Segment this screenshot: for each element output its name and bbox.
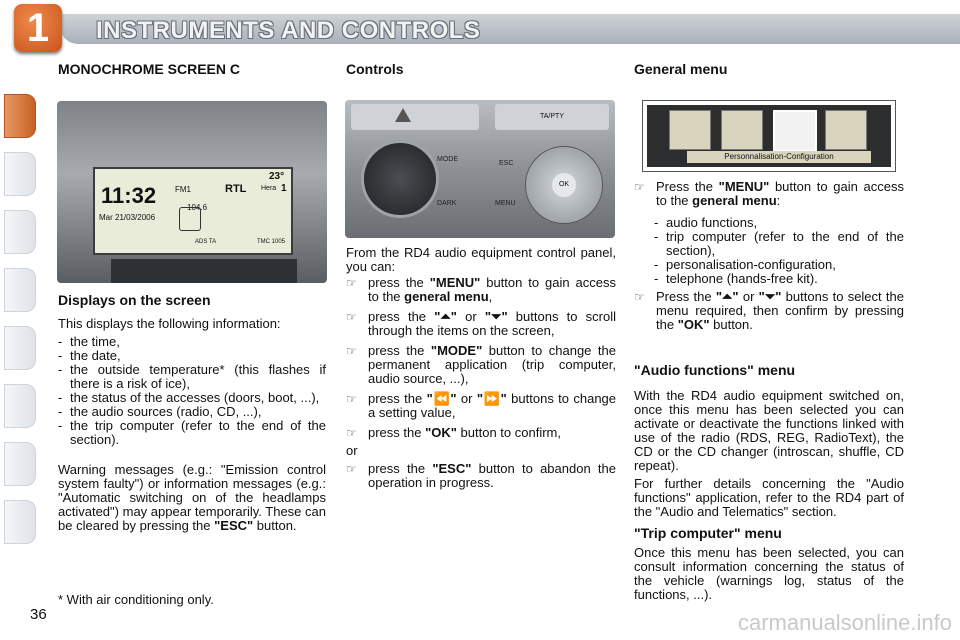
lcd-date: Mar 21/03/2006 (99, 213, 156, 222)
list-item: ☞ Press the "⏶" or "⏷" buttons to select the menu required, then confirm by pressing the "OK" button. (634, 289, 904, 332)
menu-screen-background (647, 105, 891, 167)
controls-section (346, 246, 616, 490)
pointing-hand-icon: ☞ (346, 276, 357, 290)
chapter-tab-2[interactable] (4, 152, 36, 196)
list-item: - trip computer (refer to the end of the section), (654, 230, 904, 258)
trip-computer-menu-icon (721, 110, 763, 150)
page-number: 36 (30, 606, 47, 623)
general-menu-sub-list (654, 216, 904, 286)
list-item: ☞ press the "⏶" or "⏷" buttons to scroll through the items on the screen, (346, 309, 616, 338)
mode-button-label: MODE (437, 156, 458, 163)
pointing-hand-icon: ☞ (634, 180, 645, 194)
list-item: - personalisation-configuration, (654, 258, 904, 272)
lcd-temperature: 23° (269, 171, 285, 182)
list-item: - the date, (58, 349, 326, 363)
general-menu-section (634, 180, 904, 332)
list-item: - the audio sources (radio, CD, ...), (58, 405, 326, 419)
list-item: - audio functions, (654, 216, 904, 230)
list-item: ☞ Press the "MENU" button to gain access to the general menu: (634, 179, 904, 208)
navigation-ring (525, 146, 603, 224)
lcd-frequency: 104.6 (187, 203, 208, 212)
general-menu-list (634, 180, 904, 208)
chapter-tab-7[interactable] (4, 442, 36, 486)
ok-button-label: OK (552, 173, 576, 197)
chapter-header (0, 0, 960, 56)
screen-lower-bezel (111, 259, 297, 283)
lcd-ads: ADS TA (195, 239, 217, 245)
warning-paragraph: Warning messages (e.g.: "Emission control system faulty") or information messages (e.g.: "Automatic switching on of the headlamps activated") may appear temporarily. These can be cleared by pressing the "ESC" button. (58, 462, 326, 533)
audio-functions-heading: "Audio functions" menu (634, 362, 796, 378)
esc-button-label: ESC (499, 160, 514, 167)
menu-button-label: MENU (495, 200, 516, 207)
column-general-menu (634, 62, 904, 76)
list-item: ☞ press the "MENU" button to gain access to the general menu, (346, 275, 616, 304)
section-heading-controls: Controls (346, 61, 404, 77)
dark-button-label: DARK (437, 200, 457, 207)
displays-list (58, 335, 326, 447)
list-item: ☞ press the "ESC" button to abandon the operation in progress. (346, 461, 616, 490)
telephone-menu-icon (825, 110, 867, 150)
menu-caption: Personnalisation-Configuration (687, 151, 871, 163)
section-heading-general-menu: General menu (634, 61, 728, 77)
lcd-clock: 11:32 (101, 183, 157, 208)
list-item: - the trip computer (refer to the end of the section). (58, 419, 326, 447)
displays-intro: This displays the following information: (58, 316, 281, 331)
lcd-band: FM1 (175, 185, 191, 194)
audio-functions-section (634, 363, 904, 519)
trip-computer-section (634, 526, 904, 602)
chapter-tabs (0, 64, 38, 584)
list-item: ☞ press the "OK" button to confirm, (346, 425, 561, 440)
watermark: carmanualsonline.info (737, 610, 952, 635)
audio-menu-icon (669, 110, 711, 150)
list-item: ☞ press the "MODE" button to change the permanent application (trip computer, audio source, ...), (346, 343, 617, 386)
pointing-hand-icon: ☞ (346, 310, 357, 324)
lcd-tmc: TMC 1005 (257, 239, 286, 245)
list-item: - the outside temperature* (this flashes if there is a risk of ice), (58, 363, 326, 391)
hazard-button-area (351, 104, 479, 130)
hazard-triangle-icon (395, 108, 411, 122)
lcd-car-icon (179, 207, 201, 231)
chapter-tab-3[interactable] (4, 210, 36, 254)
trip-computer-paragraph: Once this menu has been selected, you can consult information concerning the status of the vehicle (warnings log, status of the functions, ...). (634, 545, 904, 602)
column-monochrome-screen (58, 62, 326, 76)
lcd-preset: Hera (261, 185, 277, 192)
pointing-hand-icon: ☞ (346, 392, 357, 406)
lcd-preset-number: 1 (281, 183, 287, 194)
volume-knob (361, 140, 439, 218)
displays-section (58, 293, 326, 533)
chapter-tab-8[interactable] (4, 500, 36, 544)
displays-heading: Displays on the screen (58, 292, 211, 308)
controls-list (346, 276, 616, 440)
lcd-station: RTL (225, 183, 247, 195)
chapter-title: INSTRUMENTS AND CONTROLS (96, 17, 481, 44)
ta-button: TA/PTY (495, 104, 609, 130)
pointing-hand-icon: ☞ (346, 426, 357, 440)
control-panel-photo (345, 100, 615, 238)
lcd-display (93, 167, 293, 255)
list-item: - the status of the accesses (doors, boot, ...), (58, 391, 326, 405)
chapter-tab-4[interactable] (4, 268, 36, 312)
pointing-hand-icon: ☞ (346, 344, 357, 358)
monochrome-screen-photo (57, 101, 327, 283)
section-heading-monochrome: MONOCHROME SCREEN C (58, 61, 241, 77)
controls-intro: From the RD4 audio equipment control panel, you can: (346, 245, 616, 274)
chapter-number-badge: 1 (14, 4, 62, 52)
chapter-tab-5[interactable] (4, 326, 36, 370)
trip-computer-heading: "Trip computer" menu (634, 525, 782, 541)
audio-functions-paragraph-1: With the RD4 audio equipment switched on, once this menu has been selected you can activate or deactivate the functions linked with use of the radio (RDS, REG, RadioText), the CD or the CD changer (introscan, shuffle, CD repeat). (634, 388, 904, 473)
or-text: or (346, 443, 358, 458)
controls-last-list (346, 462, 616, 490)
list-item: ☞ press the "⏪" or "⏩" buttons to change a setting value, (346, 391, 617, 420)
general-menu-select-list (634, 290, 904, 332)
list-item: - telephone (hands-free kit). (654, 272, 904, 286)
pointing-hand-icon: ☞ (634, 290, 645, 304)
audio-functions-paragraph-2: For further details concerning the "Audio functions" application, refer to the RD4 part of the "Audio and Telematics" section. (634, 476, 904, 519)
column-controls (346, 62, 616, 76)
chapter-tab-1[interactable] (4, 94, 36, 138)
footnote: * With air conditioning only. (58, 592, 214, 607)
pointing-hand-icon: ☞ (346, 462, 357, 476)
general-menu-screen (642, 100, 896, 172)
chapter-tab-6[interactable] (4, 384, 36, 428)
list-item: - the time, (58, 335, 326, 349)
configuration-menu-icon (773, 110, 817, 152)
